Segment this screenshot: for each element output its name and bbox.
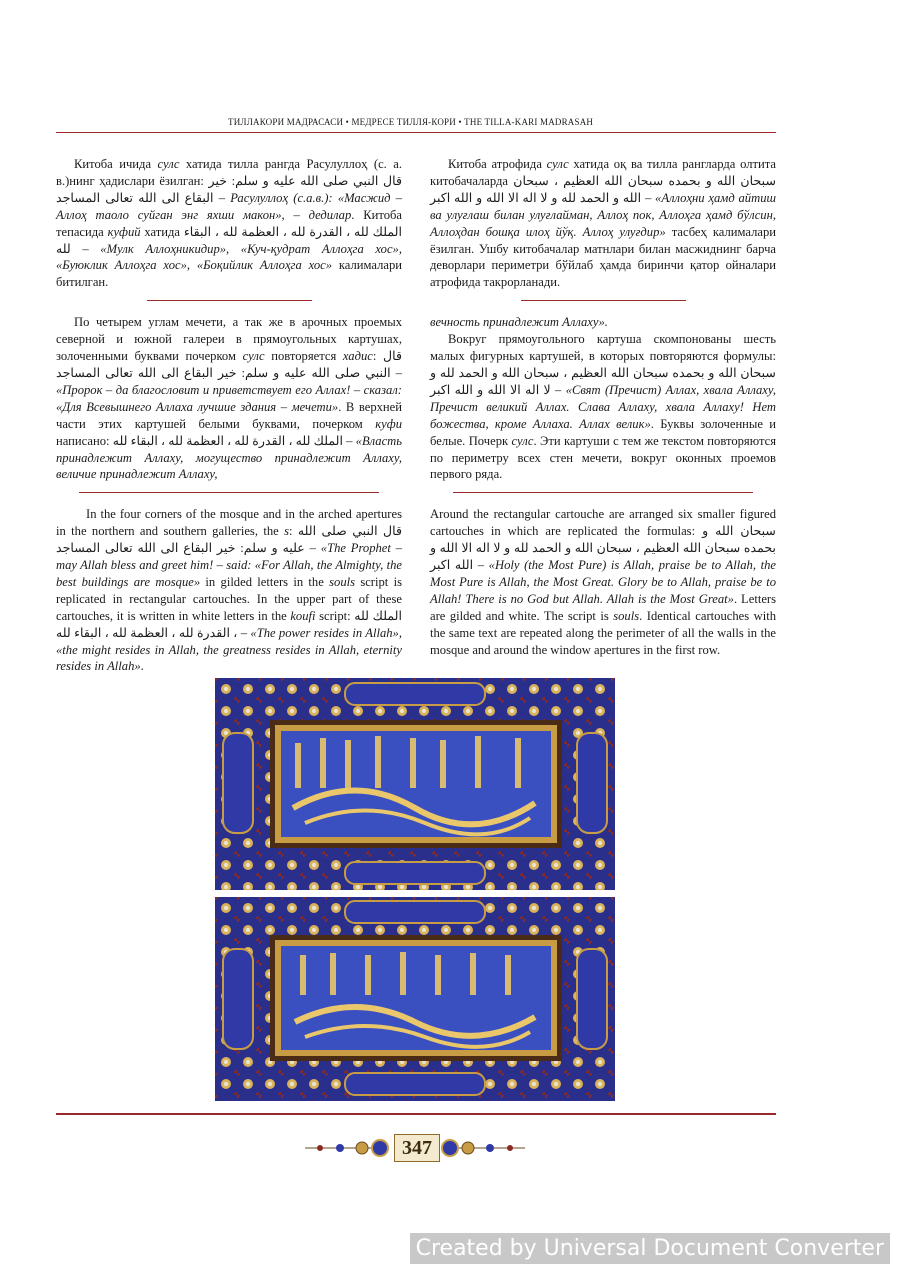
text-run: souls [613,608,640,623]
russian-continuation: вечность принадлежит Аллаху». [430,315,608,330]
text-run: «Пророк – да благословит и приветствует его Аллах! – сказал: «Для Всевышнего Аллаха лучшие здания – мечети» [56,382,402,414]
header-rule [56,132,776,133]
text-run: koufi [290,608,316,623]
arabic-quote: سبحان الله و بحمده سبحان الله العظيم ، سبحان الله و الحمد لله و لا اله الا الله و الله اكبر [430,524,776,573]
section-divider [79,492,379,493]
text-run: тасбеҳ калималари ёзилган. Ушбу китобачалар матнлари билан масжиднинг барча деворлари периметри бўйлаб ҳамда биринчи қатор ойналари атрофида такрорланади. [430,224,776,290]
text-run: «Свят (Пречист) Аллах, хвала Аллаху, Пречист великий Аллах. Слава Аллаху, хвала Аллаху! Нет божества, кроме Аллаха. Аллах велик» [430,382,777,431]
text-run: in gilded letters in the [200,574,330,589]
section-divider [521,300,686,301]
converter-watermark: Created by Universal Document Converter [410,1233,890,1264]
text-run: . Китоба тепасида [56,207,402,239]
text-run: – [390,365,403,380]
arabic-quote: قال النبي صلى الله عليه و سلم: خير البقاع الى الله تعالى المساجد [56,524,402,556]
text-run: – [304,541,321,556]
text-run: – [550,382,566,397]
uzbek-paragraph-left [56,156,402,291]
page-number-ornament [300,1130,530,1166]
text-run: . Эти картуши с тем же текстом повторяются по периметру всех стен мечети, вокруг оконных проемов первого ряда. [430,433,776,482]
tile-panel-photo-top [215,678,615,890]
text-run: . В верхней части этих картушей белыми буквами, почерком [56,399,402,431]
section-divider [453,492,753,493]
text-run: . Буквы золоченные и белые. Почерк [430,416,776,448]
text-run: : [372,349,383,364]
arabic-quote: قال النبي صلى الله عليه و سلم: خير البقاع الى الله تعالى المساجد [56,173,402,205]
arabic-quote: قال النبي صلى الله عليه و سلم: خير البقاع الى الله تعالى المساجد [56,349,402,380]
section-divider [147,300,312,301]
text-run: сулс [242,349,265,364]
text-run: . Identical cartouches with the same text are repeated along the perimeter of all the walls in the mosque and around the window apertures in the first row. [430,608,776,657]
text-run: «The power resides in Allah», «the might resides in Allah, the greatness resides in Allah, eternity resides in Allah» [56,625,402,674]
arabic-quote: الملك لله ، القدرة لله ، العظمة لله ، البقاء لله [56,224,402,256]
text-run: сулс [511,433,534,448]
text-run: куфи [375,416,402,431]
text-run: souls [329,574,356,589]
arabic-quote: سبحان الله و بحمده سبحان الله العظيم ، سبحان الله و الحمد لله و لا اله الا الله و الله اكبر [430,365,776,397]
text-run: s [284,524,289,539]
left-column [56,156,402,675]
text-run: – [213,190,231,205]
text-run: Around the rectangular cartouche are arranged six smaller figured cartouches in which are replicated the formulas: [430,507,776,539]
text-run: Китоба атрофида [448,157,547,171]
text-run: «Holy (the Most Pure) is Allah, praise be to Allah, the Most Pure is Allah, the Most Great. Glory be to Allah, praise be to Allah! There is no God but Allah. Allah is the Most Great» [430,558,776,606]
tile-panel-photo-bottom [215,897,615,1101]
text-run: повторяется [264,349,343,364]
uzbek-paragraph-right [430,156,776,291]
text-run: – [237,625,251,640]
english-paragraph-left [56,506,402,675]
text-run: куфий [107,224,141,239]
text-run: . [140,659,144,674]
english-paragraph-right [430,506,776,658]
text-run: – [641,190,656,205]
text-run: хатида [140,224,184,239]
text-run: In the four corners of the mosque and in the arched apertures in the northern and southern galleries, the [56,507,402,539]
text-run: Вокруг прямоугольного картуша скомпонованы шесть малых фигурных картушей, в которых повторяются формулы: [430,332,776,364]
arabic-quote: الملك لله ، القدرة لله ، العظمة لله ، البقاء لله [112,433,344,448]
text-run: script: [315,608,355,623]
footer-rule [56,1113,776,1115]
running-header: ТИЛЛАКОРИ МАДРАСАСИ • МЕДРЕСЕ ТИЛЛЯ-КОРИ • THE TILLA-KARI MADRASAH [228,117,594,127]
text-run: – [343,433,356,448]
page-number: 347 [394,1134,440,1162]
text-run: – [70,241,101,256]
text-run: «The Prophet – may Allah bless and greet him! – said: «For Allah, the Almighty, the best buildings are mosque» [56,541,402,589]
text-run: хадис [342,349,373,364]
text-run: – [473,558,489,573]
text-run: . Letters are gilded and white. The script is [430,591,777,623]
text-run: : [289,524,298,539]
russian-paragraph-right [430,331,776,483]
text-run: написано: [56,433,113,448]
text-run: калималари битилган. [56,258,402,290]
right-column [430,156,776,658]
text-run: хатида тилла рангда Расулуллоҳ (с. а. в.)нинг ҳадислари ёзилган: [56,157,402,188]
text-run: script is replicated in rectangular cartouches. In the upper part of these cartouches, it is written in white letters in the [56,574,402,623]
text-run: «Мулк Аллоҳникидир», «Куч-қудрат Аллоҳга хос», «Буюклик Аллоҳга хос», «Боқийлик Аллоҳга хос» [56,241,402,273]
text-run: Китоба ичида [74,157,158,171]
arabic-quote: سبحان الله و بحمده سبحان الله العظيم ، سبحان الله و الحمد لله و لا اله الا الله و الله اكبر [430,173,776,205]
text-run: «Аллоҳни ҳамд айтиш ва улуғлаш билан улуғлайман, Аллоҳ пок, Аллоҳга ҳамд бўлсин, Аллоҳдан бошқа илоҳ йўқ. Аллоҳ улуғдир» [430,190,776,239]
text-run: По четырем углам мечети, а так же в арочных проемых северной и южной галереи в прямоугольных картушах, золоченными буквами почерком [56,315,402,364]
text-run: сулс [157,157,180,171]
text-run: хатида оқ ва тилла рангларда олтита китобачаларда [430,157,776,188]
text-run: сулс [546,157,569,171]
arabic-quote: الملك لله ، القدرة لله ، العظمة لله ، البقاء لله [56,608,403,640]
text-run: Расулуллоҳ (с.а.в.): «Масжид – Аллоҳ таоло суйган энг яхши макон», – дедилар [56,190,403,222]
text-run: «Власть принадлежит Аллаху, могущество принадлежит Аллаху, величие принадлежит Аллаху, [56,433,403,482]
russian-paragraph-left [56,314,402,483]
